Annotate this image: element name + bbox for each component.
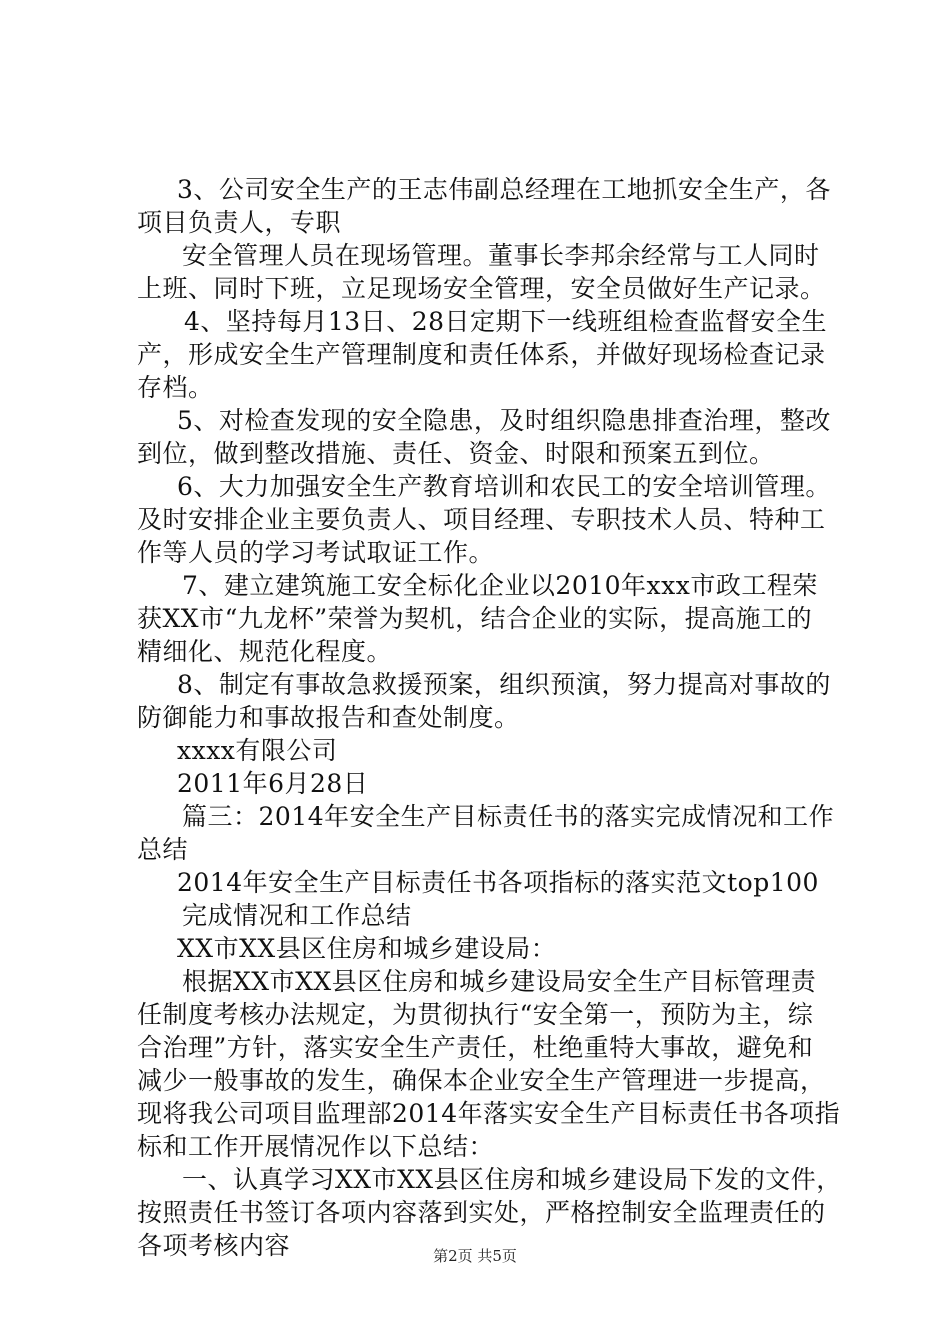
section-title: 篇三：2014年安全生产目标责任书的落实完成情况和工作: [182, 802, 835, 831]
text-line: 各项考核内容: [137, 1231, 291, 1260]
text-line: 上班、同时下班，立足现场安全管理，安全员做好生产记录。: [137, 274, 826, 303]
text-line: 及时安排企业主要负责人、项目经理、专职技术人员、特种工: [137, 505, 826, 534]
text-line: 作等人员的学习考试取证工作。: [137, 538, 495, 567]
text-line: 8、制定有事故急救援预案，组织预演，努力提高对事故的: [177, 670, 831, 699]
text-line: 5、对检查发现的安全隐患，及时组织隐患排查治理，整改: [177, 406, 831, 435]
page-number: 第2页 共5页: [433, 1247, 517, 1265]
text-line: 现将我公司项目监理部2014年落实安全生产目标责任书各项指: [137, 1099, 841, 1128]
text-line: 7、建立建筑施工安全标化企业以2010年xxx市政工程荣: [182, 571, 818, 600]
document-body: [137, 173, 842, 1262]
text-line: 获XX市“九龙杯”荣誉为契机，结合企业的实际，提高施工的: [137, 604, 813, 633]
text-line: 一、认真学习XX市XX县区住房和城乡建设局下发的文件，: [182, 1165, 842, 1194]
text-line: 存档。: [137, 373, 214, 402]
text-line: 合治理”方针，落实安全生产责任，杜绝重特大事故，避免和: [137, 1033, 814, 1062]
text-line: 完成情况和工作总结: [182, 901, 412, 930]
text-line: 项目负责人，专职: [137, 208, 342, 237]
text-line: 安全管理人员在现场管理。董事长李邦余经常与工人同时: [182, 241, 820, 270]
document-date: 2011年6月28日: [177, 769, 369, 798]
text-line: 产，形成安全生产管理制度和责任体系，并做好现场检查记录: [137, 340, 826, 369]
text-line: 任制度考核办法规定，为贯彻执行“安全第一，预防为主，综: [137, 1000, 814, 1029]
text-line: 标和工作开展情况作以下总结：: [137, 1132, 495, 1161]
text-line: 3、公司安全生产的王志伟副总经理在工地抓安全生产，各: [177, 175, 831, 204]
text-line: 精细化、规范化程度。: [137, 637, 393, 666]
text-line: 按照责任书签订各项内容落到实处，严格控制安全监理责任的: [137, 1198, 826, 1227]
text-line: 根据XX市XX县区住房和城乡建设局安全生产目标管理责: [182, 967, 817, 996]
text-line: 4、坚持每月13日、28日定期下一线班组检查监督安全生: [184, 307, 828, 336]
company-name: xxxx有限公司: [177, 736, 338, 765]
text-line: 6、大力加强安全生产教育培训和农民工的安全培训管理。: [177, 472, 831, 501]
text-line: 减少一般事故的发生，确保本企业安全生产管理进一步提高，: [137, 1066, 826, 1095]
section-title: 总结: [137, 835, 189, 864]
text-line: 防御能力和事故报告和查处制度。: [137, 703, 520, 732]
text-line: 到位，做到整改措施、责任、资金、时限和预案五到位。: [137, 439, 775, 468]
addressee: XX市XX县区住房和城乡建设局：: [177, 934, 557, 963]
text-line: 2014年安全生产目标责任书各项指标的落实范文top100: [177, 868, 819, 897]
